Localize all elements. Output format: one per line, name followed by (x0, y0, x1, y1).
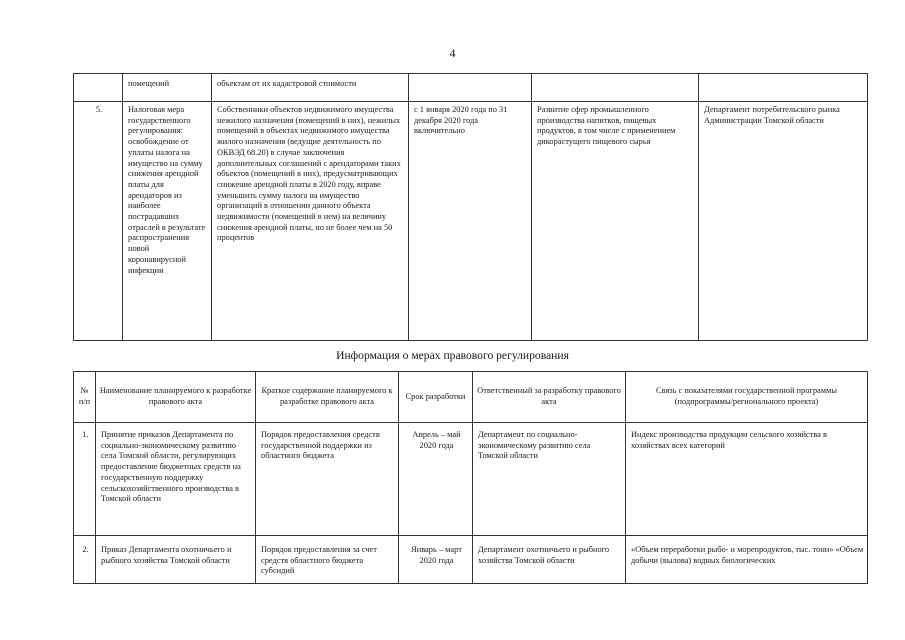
header-content: Краткое содержание планируемого к разработке правового акта (256, 372, 399, 423)
content-cell: Порядок предоставления за счет средств областного бюджета субсидий (256, 536, 399, 584)
name-cell: Принятие приказов Департамента по социально-экономическому развитию села Томской области, регулирующих предоставление бюджетных средств на государственную поддержку сельскохозяйственного производства в Томской области (96, 423, 256, 536)
link-cell: «Объем переработки рыбо- и морепродуктов, тыс. тонн» «Объем добычи (вылова) водных биологических (626, 536, 868, 584)
goal-cell: Развитие сфер промышленного производства напитков, пищевых продуктов, в том числе с применением дикорастущего пищевого сырья (532, 102, 699, 341)
header-deadline: Срок разработки (399, 372, 473, 423)
table-row (74, 536, 868, 584)
header-name: Наименование планируемого к разработке правового акта (96, 372, 256, 423)
number-cell: 5. (74, 102, 123, 341)
description-cell: Собственники объектов недвижимого имущества нежилого назначения (помещений в них), нежилых помещений в объектах недвижимого имущества жилого назначения (ведущие деятельность по ОКВЭД 68.20) в случае заключения дополнительных соглашений с арендаторами таких объектов (помещений в них), предусматривающих снижение арендной платы в 2020 году, вправе уменьшить сумму налога на имущество организаций в отношении данного объекта недвижимости (помещений в нем) на величину снижения арендной платы, но не более чем на 50 процентов (212, 102, 409, 341)
page-number: 4 (449, 46, 456, 60)
content-cell: Порядок предоставления средств государственной поддержки из областного бюджета (256, 423, 399, 536)
table-header-row (74, 372, 868, 423)
responsible-cell: Департамент по социально-экономическому развитию села Томской области (473, 423, 626, 536)
period-cell (409, 74, 532, 102)
period-cell: с 1 января 2020 года по 31 декабря 2020 года включительно (409, 102, 532, 341)
deadline-cell: Январь – март 2020 года (399, 536, 473, 584)
number-cell (74, 74, 123, 102)
description-cell: объектам от их кадастровой стоимости (212, 74, 409, 102)
legal-regulation-table (73, 371, 868, 584)
goal-cell (532, 74, 699, 102)
header-responsible: Ответственный за разработку правового акта (473, 372, 626, 423)
responsible-cell (699, 74, 868, 102)
measure-cell: Налоговая мера государственного регулирования: освобождение от уплаты налога на имущество на сумму снижения арендной платы для арендаторов из наиболее пострадавших отраслей в результате распространения новой коронавирусной инфекции (123, 102, 212, 341)
table-row (74, 423, 868, 536)
responsible-cell: Департамент охотничьего и рыбного хозяйства Томской области (473, 536, 626, 584)
header-link: Связь с показателями государственной программы (подпрограммы/регионального проекта) (626, 372, 868, 423)
table-row (74, 102, 868, 341)
deadline-cell: Апрель – май 2020 года (399, 423, 473, 536)
link-cell: Индекс производства продукции сельского хозяйства в хозяйствах всех категорий (626, 423, 868, 536)
tax-measures-table (73, 73, 868, 341)
table-row (74, 74, 868, 102)
section-title: Информация о мерах правового регулирования (336, 349, 569, 362)
num-cell: 2. (74, 536, 96, 584)
num-cell: 1. (74, 423, 96, 536)
name-cell: Приказ Департамента охотничьего и рыбного хозяйства Томской области (96, 536, 256, 584)
measure-cell: помещений (123, 74, 212, 102)
responsible-cell: Департамент потребительского рынка Администрации Томской области (699, 102, 868, 341)
header-num: № п/п (74, 372, 96, 423)
